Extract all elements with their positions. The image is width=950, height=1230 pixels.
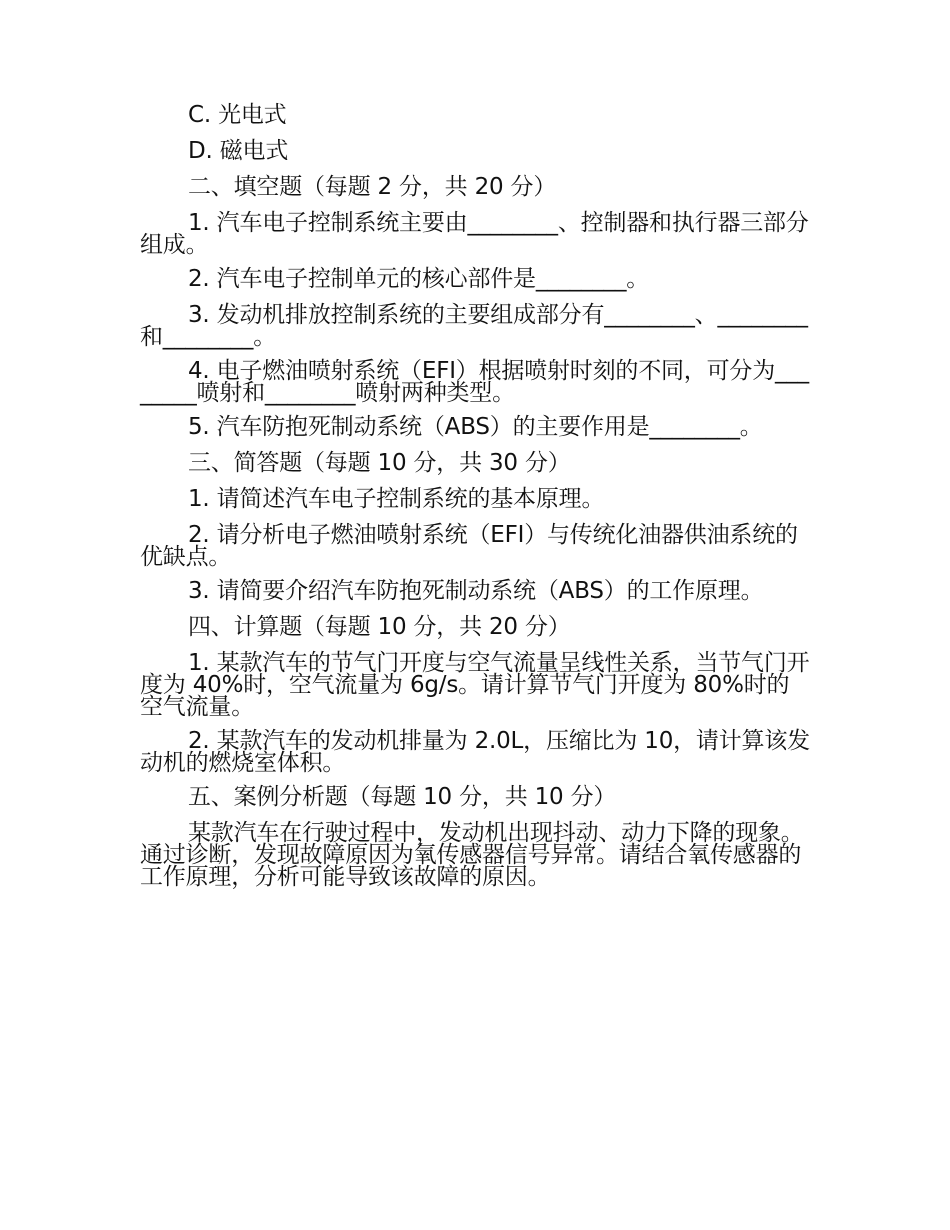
- section-heading-fill-in: 二、填空题（每题 2 分，共 20 分）: [188, 174, 557, 200]
- calculation-question-2: 2. 某款汽车的发动机排量为 2.0L，压缩比为 10，请计算该发动机的燃烧室体积。: [140, 728, 810, 776]
- fill-in-question-5: 5. 汽车防抱死制动系统（ABS）的主要作用是________。: [188, 414, 763, 440]
- document-body: [140, 104, 812, 900]
- section-heading-calculation: 四、计算题（每题 10 分，共 20 分）: [188, 614, 571, 640]
- fill-in-question-2: 2. 汽车电子控制单元的核心部件是________。: [188, 266, 650, 292]
- fill-in-question-1: 1. 汽车电子控制系统主要由________、控制器和执行器三部分组成。: [140, 210, 809, 258]
- section-heading-short-answer: 三、简答题（每题 10 分，共 30 分）: [188, 450, 571, 476]
- fill-in-question-3: 3. 发动机排放控制系统的主要组成部分有________、________和________。: [140, 302, 808, 350]
- short-answer-question-3: 3. 请简要介绍汽车防抱死制动系统（ABS）的工作原理。: [188, 578, 764, 604]
- option-c: C. 光电式: [188, 102, 287, 128]
- fill-in-question-4: 4. 电子燃油喷射系统（EFI）根据喷射时刻的不同，可分为________喷射和________喷射两种类型。: [140, 358, 809, 406]
- calculation-question-1: 1. 某款汽车的节气门开度与空气流量呈线性关系，当节气门开度为 40%时，空气流量为 6g/s。请计算节气门开度为 80%时的空气流量。: [140, 650, 810, 720]
- short-answer-question-2: 2. 请分析电子燃油喷射系统（EFI）与传统化油器供油系统的优缺点。: [140, 522, 798, 570]
- section-heading-case-analysis: 五、案例分析题（每题 10 分，共 10 分）: [188, 784, 617, 810]
- short-answer-question-1: 1. 请简述汽车电子控制系统的基本原理。: [188, 486, 605, 512]
- option-d: D. 磁电式: [188, 138, 289, 164]
- case-analysis-question: 某款汽车在行驶过程中，发动机出现抖动、动力下降的现象。通过诊断，发现故障原因为氧传感器信号异常。请结合氧传感器的工作原理，分析可能导致该故障的原因。: [140, 820, 804, 890]
